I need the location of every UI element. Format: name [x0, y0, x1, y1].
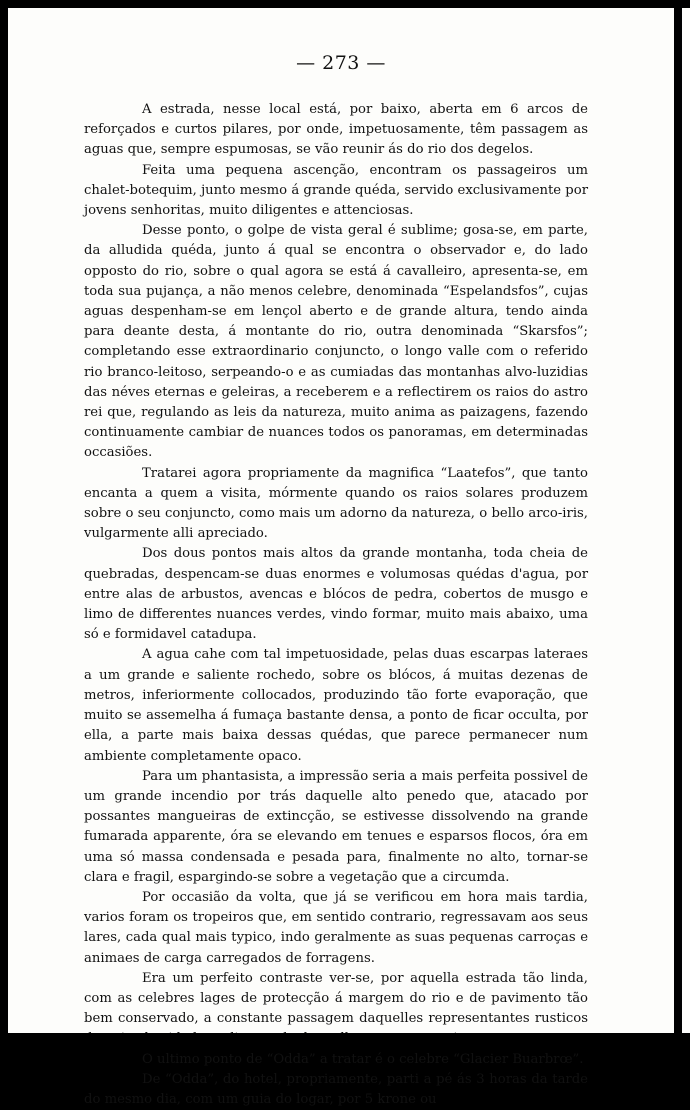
paragraph: Era um perfeito contraste ver-se, por aquella estrada tão linda, com as celebres lages de protecção á margem do rio e de pavimento tão bem conservado, a constante passagem daquelles representantes rusticos: [84, 970, 588, 1027]
page-edge: [682, 8, 690, 1033]
paragraph: Tratarei agora propriamente da magnifica “Laatefos”, que tanto encanta a quem a visita, mórmente quando os raios solares produzem sobre o seu conjuncto, como mais um adorno da natureza, o bello arco-iris, vulgarmente alli apreciado.: [84, 465, 588, 542]
paragraph: O ultimo ponto de “Odda” a tratar é o celebre “Glacier Buarbrœ”.: [142, 1051, 584, 1067]
paragraph: A agua cahe com tal impetuosidade, pelas duas escarpas lateraes a um grande e saliente rochedo, sobre os blócos, á muitas dezenas de metros, inferiormente collocados, produzindo tão forte evaporação, que muito se assemelha á fumaça bastante densa, a ponto de ficar occulta, por ella, a parte mais baixa dessas quédas, que parece permanecer num ambiente completamente opaco.: [84, 647, 588, 764]
paragraph: De “Odda”, do hotel, propriamente, parti a pé ás 3 horas da tarde do mesmo dia, com um guia do logar, por 5 krone ou: [84, 1071, 588, 1107]
scan-border: [0, 1033, 690, 1050]
body-text: [84, 100, 588, 1110]
paragraph: A estrada, nesse local está, por baixo, aberta em 6 arcos de reforçados e curtos pilares, por onde, impetuosamente, têm passagem as aguas que, sempre espumosas, se vão reunir ás do rio dos degelos.: [84, 102, 588, 158]
paragraph: Desse ponto, o golpe de vista geral é sublime; gosa-se, em parte, da alludida quéda, junto á qual se encontra o observador e, do lado opposto do rio, sobre o qual agora se está á cavalleiro, apresenta-se, em toda sua pujança, a não menos celebre, denominada “Espelandsfos”, cujas aguas despenham-se em lençol aberto e de grande altura, tendo ainda para deante desta, á montante do rio, outra denominada “Skarsfos”; completando esse extraordinario conjuncto, o longo valle com o referido rio branco-leitoso, serpeando-o e as cumiadas das montanhas alvo-luzidias das néves eternas e geleiras, a receberem e a reflectirem os raios do astro rei que, regulando as leis da natureza, muito anima as paizagens, fazendo continuamente cambiar de nuances todos os panoramas, em determinadas occasiões.: [84, 223, 588, 461]
paragraph: Por occasião da volta, que já se verificou em hora mais tardia, varios foram os tropeiros que, em sentido contrario, regressavam aos seus lares, cada qual mais typico, indo geralmente as suas pequenas carroças e animaes de carga carregados de forragens.: [84, 889, 588, 966]
paragraph: Feita uma pequena ascenção, encontram os passageiros um chalet-botequim, junto mesmo á grande quéda, servido exclusivamente por jovens senhoritas, muito diligentes e attenciosas.: [84, 162, 588, 219]
page-number: — 273 —: [296, 52, 386, 74]
paragraph: Para um phantasista, a impressão seria a mais perfeita possivel de um grande incendio por trás daquelle alto penedo que, atacado por possantes mangueiras de extincção, se estivesse dissolvendo na grande fumarada apparente, óra se elevando em tenues e esparsos flocos, óra em uma só massa condensada e pesada para, finalmente no alto, tornar-se clara e fragil, espargindo-se sobre a vegetação que a circumda.: [84, 768, 588, 885]
paragraph: Dos dous pontos mais altos da grande montanha, toda cheia de quebradas, despencam-se duas enormes e volumosas quédas d'agua, por entre alas de arbustos, avencas e blócos de pedra, cobertos de musgo e limo de differentes nuances verdes, vindo formar, muito mais abaixo, uma só e formidavel catadupa.: [84, 546, 588, 643]
book-page: [8, 8, 674, 1107]
